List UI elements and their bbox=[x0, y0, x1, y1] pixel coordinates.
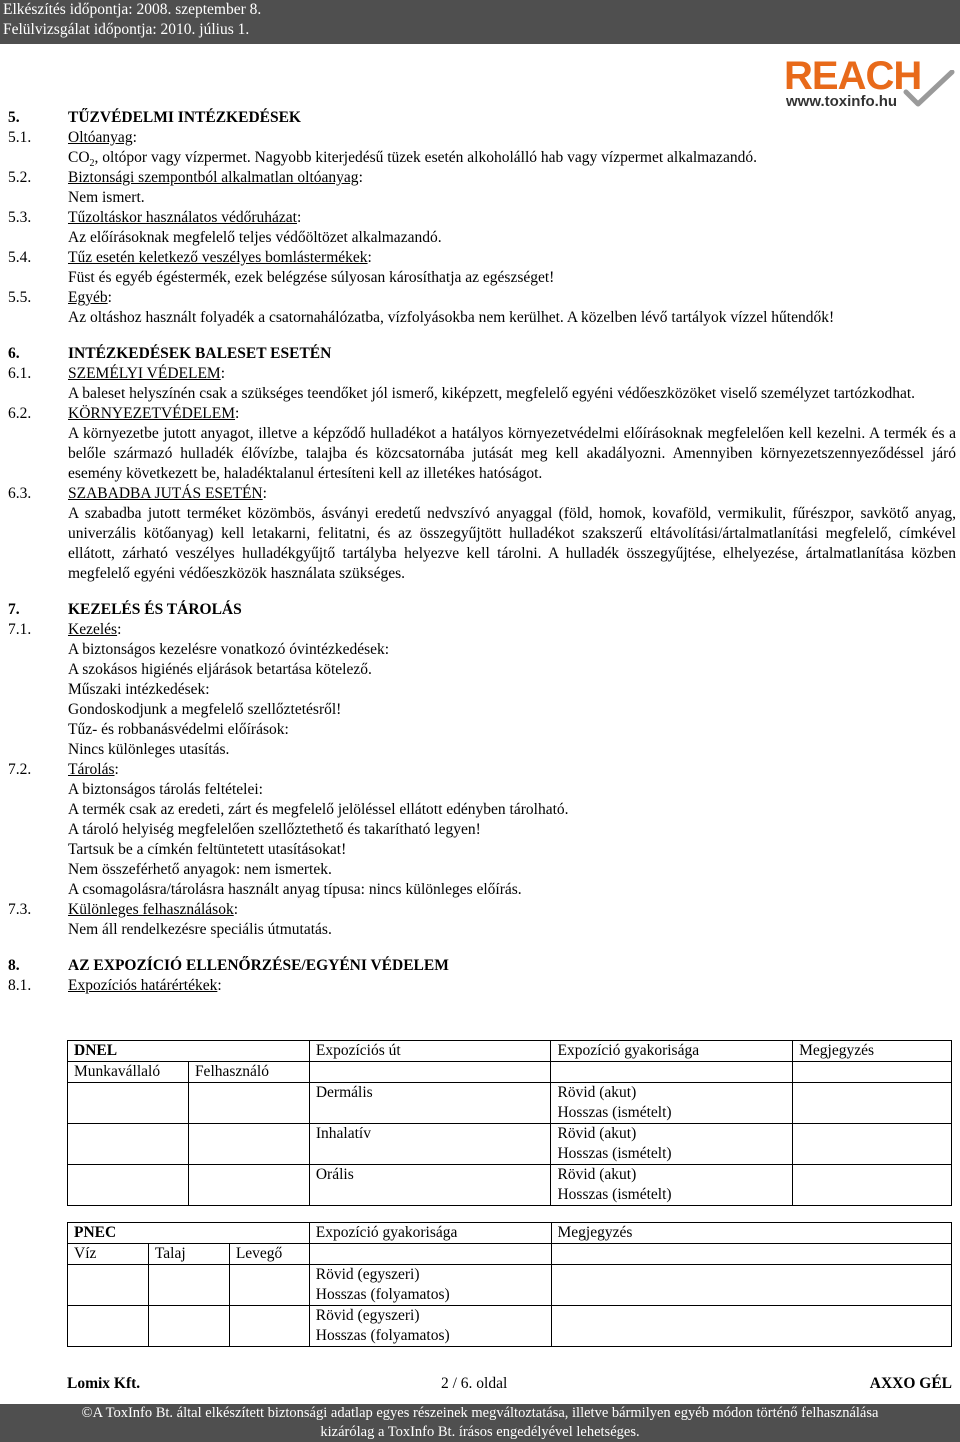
logo-url: www.toxinfo.hu bbox=[786, 93, 898, 110]
item-7-2-line: Tartsuk be a címkén feltüntetett utasításokat! bbox=[68, 841, 347, 858]
dnel-title: DNEL bbox=[68, 1041, 310, 1062]
dnel-route-header: Expozíciós út bbox=[309, 1041, 551, 1062]
section-7-heading: 7. KEZELÉS ÉS TÁROLÁS bbox=[8, 601, 242, 618]
header-bar bbox=[0, 0, 960, 44]
item-7-1-line: Nincs különleges utasítás. bbox=[68, 741, 230, 758]
document-body bbox=[8, 108, 956, 996]
item-7-3: 7.3. Különleges felhasználások: bbox=[8, 901, 239, 918]
item-7-2-line: A termék csak az eredeti, zárt és megfelelő jelöléssel ellátott edényben tárolható. bbox=[68, 801, 569, 818]
item-5-3: 5.3. Tűzoltáskor használatos védőruházat: bbox=[8, 209, 302, 226]
item-5-5-text: Az oltáshoz használt folyadék a csatornahálózatba, vízfolyásokba nem kerülhet. A közelben lévő tartályok vízzel hűtendők! bbox=[68, 309, 835, 326]
revision-date: Felülvizsgálat időpontja: 2010. július 1. bbox=[3, 21, 250, 38]
item-5-2: 5.2. Biztonsági szempontból alkalmatlan oltóanyag: bbox=[8, 169, 363, 186]
dnel-route-cell: Orális bbox=[309, 1165, 551, 1206]
dnel-route-cell: Inhalatív bbox=[309, 1124, 551, 1165]
item-7-2: 7.2. Tárolás: bbox=[8, 761, 119, 778]
item-7-2-line: A biztonságos tárolás feltételei: bbox=[68, 781, 263, 798]
dnel-table bbox=[67, 1040, 952, 1206]
item-5-2-text: Nem ismert. bbox=[68, 189, 145, 206]
item-6-2: 6.2. KÖRNYEZETVÉDELEM: bbox=[8, 405, 240, 422]
table-row bbox=[68, 1165, 952, 1206]
item-7-1: 7.1. Kezelés: bbox=[8, 621, 122, 638]
checkmark-icon bbox=[902, 70, 956, 110]
table-row bbox=[68, 1124, 952, 1165]
footer-company: Lomix Kft. bbox=[67, 1375, 141, 1392]
table-row bbox=[68, 1223, 952, 1244]
item-5-4: 5.4. Tűz esetén keletkező veszélyes bomlástermékek: bbox=[8, 249, 372, 266]
section-6-heading: 6. INTÉZKEDÉSEK BALESET ESETÉN bbox=[8, 345, 332, 362]
pnec-water-header: Víz bbox=[68, 1244, 149, 1265]
section-5-heading: 5. TŰZVÉDELMI INTÉZKEDÉSEK bbox=[8, 109, 301, 126]
dnel-freq-cell: Rövid (akut) Hosszas (ismételt) bbox=[551, 1124, 793, 1165]
item-6-2-text: A környezetbe jutott anyagot, illetve a képződő hulladékot a hatályos környezetvédelmi előírásoknak megfelelően kell kezelni. A termék és a belőle származó hulladék élővízbe, talajba és közcsatornába jutását meg kell akadályozni. Amennyiben környezetszennyeződéssel járó esemény következett be, haladéktalanul értesíteni kell az illetékes hatóságot. bbox=[68, 425, 956, 482]
pnec-title: PNEC bbox=[68, 1223, 310, 1244]
item-7-1-line: Gondoskodjunk a megfelelő szellőztetésről! bbox=[68, 701, 342, 718]
item-5-3-text: Az előírásoknak megfelelő teljes védőöltözet alkalmazandó. bbox=[68, 229, 442, 246]
item-6-1: 6.1. SZEMÉLYI VÉDELEM: bbox=[8, 365, 226, 382]
item-7-2-line: A tároló helyiség megfelelően szellőztethető és takarítható legyen! bbox=[68, 821, 481, 838]
table-row bbox=[68, 1265, 952, 1306]
dnel-user-header: Felhasználó bbox=[188, 1062, 309, 1083]
item-7-1-line: A biztonságos kezelésre vonatkozó óvintézkedések: bbox=[68, 641, 390, 658]
copyright-line-1: ©A ToxInfo Bt. által elkészített biztonsági adatlap egyes részeinek megváltoztatása, illetve bármilyen egyéb módon történő felhasználása bbox=[81, 1405, 879, 1421]
pnec-note-header: Megjegyzés bbox=[551, 1223, 951, 1244]
item-7-2-line: Nem összeférhető anyagok: nem ismertek. bbox=[68, 861, 332, 878]
pnec-table bbox=[67, 1222, 952, 1347]
item-5-1: 5.1. Oltóanyag: bbox=[8, 129, 137, 146]
table-row bbox=[68, 1062, 952, 1083]
item-6-3-text: A szabadba jutott terméket közömbös, ásványi eredetű nedvszívó anyaggal (föld, homok, kovaföld, vermikulit, fűrészpor, savkötő anyag, univerzális kötőanyag) kell letakarni, felitatni, és az összegyűjtött hulladékot szakszerű eltávolítási/ártalmatlanítási megfelelő, címkével ellátott, zárható veszélyes hulladékgyűjtő tartályba helyezve kell tárolni. A hulladék összegyűjtése, elhelyezése, ártalmatlanítása közben megfelelő egyéni védőeszközök használata szükséges. bbox=[68, 505, 956, 582]
section-8-heading: 8. AZ EXPOZÍCIÓ ELLENŐRZÉSE/EGYÉNI VÉDELEM bbox=[8, 957, 449, 974]
footer-product: AXXO GÉL bbox=[869, 1375, 952, 1392]
pnec-freq-cell: Rövid (egyszeri) Hosszas (folyamatos) bbox=[309, 1265, 551, 1306]
item-5-4-text: Füst és egyéb égéstermék, ezek belégzése súlyosan károsíthatja az egészséget! bbox=[68, 269, 555, 286]
reach-logo bbox=[784, 56, 956, 112]
table-row bbox=[68, 1244, 952, 1265]
table-row bbox=[68, 1083, 952, 1124]
copyright-bar bbox=[0, 1404, 960, 1442]
item-7-3-text: Nem áll rendelkezésre speciális útmutatás. bbox=[68, 921, 332, 938]
item-6-3: 6.3. SZABADBA JUTÁS ESETÉN: bbox=[8, 485, 267, 502]
page-footer bbox=[67, 1374, 952, 1396]
creation-date: Elkészítés időpontja: 2008. szeptember 8. bbox=[3, 1, 262, 18]
item-7-2-line: A csomagolásra/tárolásra használt anyag típusa: nincs különleges előírás. bbox=[68, 881, 522, 898]
table-row bbox=[68, 1041, 952, 1062]
dnel-route-cell: Dermális bbox=[309, 1083, 551, 1124]
item-6-1-text: A baleset helyszínén csak a szükséges teendőket jól ismerő, kiképzett, megfelelő egyéni védőeszközöket viselő személyzet tartózkodhat. bbox=[68, 385, 916, 402]
dnel-freq-cell: Rövid (akut) Hosszas (ismételt) bbox=[551, 1083, 793, 1124]
item-7-1-line: Tűz- és robbanásvédelmi előírások: bbox=[68, 721, 289, 738]
pnec-freq-header: Expozíció gyakorisága bbox=[309, 1223, 551, 1244]
item-5-1-text: $CO_2$, oltópor vagy vízpermet. Nagyobb kiterjedésű tüzek esetén alkoholálló hab vagy vízpermet alkalmazandó. bbox=[68, 149, 757, 170]
dnel-freq-cell: Rövid (akut) Hosszas (ismételt) bbox=[551, 1165, 793, 1206]
logo-word: REACH bbox=[784, 54, 922, 98]
table-row bbox=[68, 1306, 952, 1347]
item-5-5: 5.5. Egyéb: bbox=[8, 289, 112, 306]
pnec-freq-cell: Rövid (egyszeri) Hosszas (folyamatos) bbox=[309, 1306, 551, 1347]
item-7-1-line: Műszaki intézkedések: bbox=[68, 681, 210, 698]
item-8-1: 8.1. Expozíciós határértékek: bbox=[8, 977, 222, 994]
dnel-worker-header: Munkavállaló bbox=[68, 1062, 189, 1083]
dnel-note-header: Megjegyzés bbox=[793, 1041, 952, 1062]
item-7-1-line: A szokásos higiénés eljárások betartása kötelező. bbox=[68, 661, 372, 678]
copyright-line-2: kizárólag a ToxInfo Bt. írásos engedélyével lehetséges. bbox=[320, 1424, 640, 1440]
pnec-air-header: Levegő bbox=[229, 1244, 309, 1265]
footer-page-number: 2 / 6. oldal bbox=[441, 1375, 508, 1392]
pnec-soil-header: Talaj bbox=[148, 1244, 229, 1265]
dnel-freq-header: Expozíció gyakorisága bbox=[551, 1041, 793, 1062]
